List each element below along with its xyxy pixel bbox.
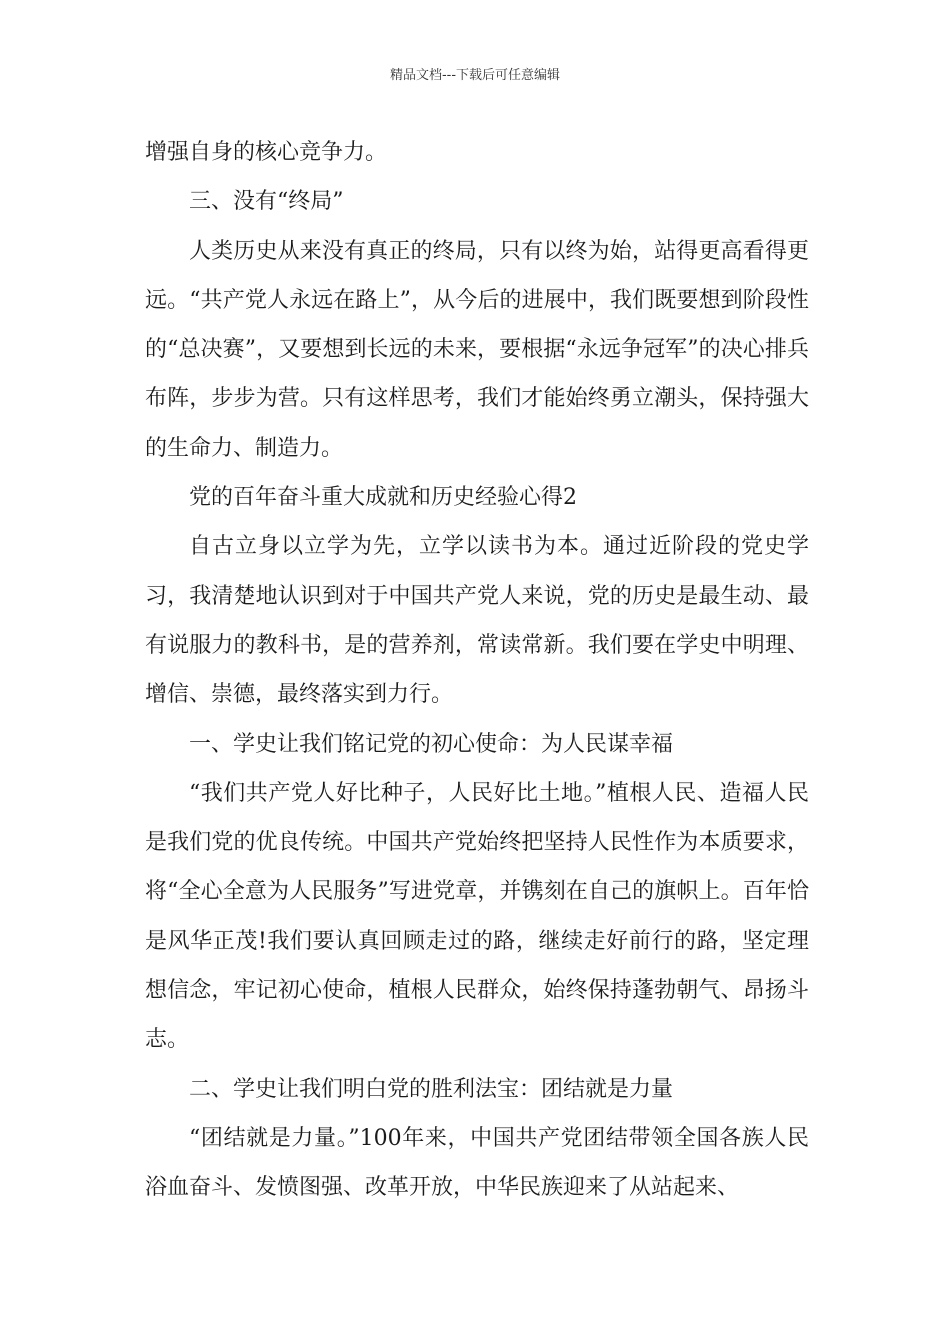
document-body bbox=[145, 128, 809, 1213]
section-heading-1: 一、学史让我们铭记党的初心使命：为人民谋幸福 bbox=[189, 731, 674, 757]
page-header: 精品文档---下载后可任意编辑 bbox=[389, 68, 561, 83]
paragraph-4: “我们共产党人好比种子，人民好比土地。”植根人民、造福人民是我们党的优良传统。中国共产党始终把坚持人民性作为本质要求，将“全心全意为人民服务”写进党章，并镌刻在自己的旗帜上。百年恰是风华正茂!我们要认真回顾走过的路，继续走好前行的路，坚定理想信念，牢记初心使命，植根人民群众，始终保持蓬勃朝气、昂扬斗志。 bbox=[145, 780, 809, 1053]
paragraph-2: 人类历史从来没有真正的终局，只有以终为始，站得更高看得更远。“共产党人永远在路上”，从今后的进展中，我们既要想到阶段性的“总决赛”，又要想到长远的未来，要根据“永远争冠军”的决心排兵布阵，步步为营。只有这样思考，我们才能始终勇立潮头，保持强大的生命力、制造力。 bbox=[145, 238, 809, 461]
section-heading-3: 三、没有“终局” bbox=[189, 189, 344, 215]
paragraph-5: “团结就是力量。”100年来，中国共产党团结带领全国各族人民浴血奋斗、发愤图强、改革开放，中华民族迎来了从站起来、 bbox=[145, 1125, 809, 1201]
section-heading-2: 二、学史让我们明白党的胜利法宝：团结就是力量 bbox=[189, 1076, 674, 1102]
paragraph-3: 自古立身以立学为先，立学以读书为本。通过近阶段的党史学习，我清楚地认识到对于中国共产党人来说，党的历史是最生动、最有说服力的教科书，是的营养剂，常读常新。我们要在学史中明理、增信、崇德，最终落实到力行。 bbox=[145, 534, 809, 708]
article-title-2: 党的百年奋斗重大成就和历史经验心得2 bbox=[189, 485, 577, 511]
paragraph-1: 增强自身的核心竞争力。 bbox=[145, 140, 388, 165]
